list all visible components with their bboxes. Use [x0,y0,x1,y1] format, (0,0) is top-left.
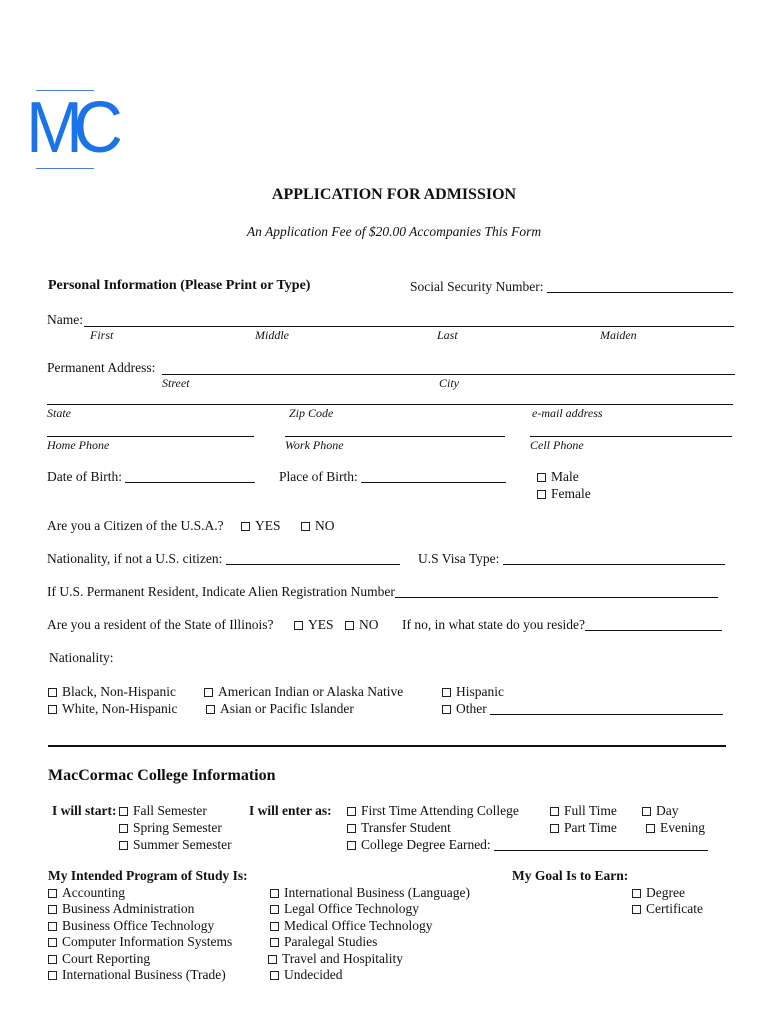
program-option[interactable]: Paralegal Studies [270,934,377,950]
nationality-blank[interactable] [226,552,400,565]
gender-male[interactable]: Male [537,469,579,485]
dob-label: Date of Birth: [47,469,122,484]
illinois-no[interactable]: NO [345,617,379,633]
start-option[interactable]: Summer Semester [119,837,232,853]
citizen-question: Are you a Citizen of the U.S.A.? [47,518,224,533]
zip-label: Zip Code [289,406,334,420]
illinois-yes[interactable]: YES [294,617,334,633]
enter-label: I will enter as: [249,803,332,818]
alien-question: If U.S. Permanent Resident, Indicate Alien Registration Number [47,584,395,599]
cell-phone-line[interactable] [530,436,732,437]
program-option[interactable]: Accounting [48,885,125,901]
nationality-field[interactable] [47,551,400,567]
goal-heading: My Goal Is to Earn: [512,868,629,883]
checkbox[interactable] [537,490,546,499]
nat-option-other[interactable]: Other [442,701,723,717]
checkbox[interactable] [442,688,451,697]
work-phone-label: Work Phone [285,438,344,452]
name-label: Name: [47,312,83,327]
pob-blank[interactable] [361,470,506,483]
checkbox[interactable] [550,824,559,833]
program-option[interactable]: Business Administration [48,901,194,917]
enter-option-degree[interactable]: College Degree Earned: [347,837,708,853]
program-option[interactable]: Medical Office Technology [270,918,433,934]
start-option[interactable]: Fall Semester [119,803,207,819]
name-maiden: Maiden [600,328,637,342]
alien-blank[interactable] [395,585,718,598]
start-option[interactable]: Spring Semester [119,820,222,836]
checkbox[interactable] [268,955,277,964]
time-option[interactable]: Full Time [550,803,617,819]
nat-option[interactable]: White, Non-Hispanic [48,701,177,717]
nat-option[interactable]: Asian or Pacific Islander [206,701,354,717]
checkbox[interactable] [301,522,310,531]
personal-heading: Personal Information (Please Print or Type) [48,278,311,293]
goal-option[interactable]: Degree [632,885,685,901]
goal-option[interactable]: Certificate [632,901,703,917]
address-line-2[interactable] [47,404,733,405]
college-heading: MacCormac College Information [48,767,276,784]
checkbox[interactable] [48,938,57,947]
checkbox[interactable] [550,807,559,816]
illinois-question: Are you a resident of the State of Illinois? [47,617,274,632]
page-subtitle: An Application Fee of $20.00 Accompanies This Form [246,224,542,239]
city-label: City [439,376,459,390]
section-divider [48,745,726,747]
dob-blank[interactable] [125,470,255,483]
checkbox[interactable] [270,905,279,914]
checkbox[interactable] [241,522,250,531]
nat-option[interactable]: Black, Non-Hispanic [48,684,176,700]
ssn-field[interactable] [410,279,733,295]
address-line[interactable] [162,374,735,375]
cell-phone-label: Cell Phone [530,438,584,452]
street-label: Street [162,376,190,390]
program-option[interactable]: International Business (Language) [270,885,470,901]
checkbox[interactable] [270,938,279,947]
checkbox[interactable] [347,824,356,833]
nationality-heading: Nationality: [49,650,114,665]
checkbox[interactable] [48,688,57,697]
checkbox[interactable] [48,889,57,898]
nationality-question: Nationality, if not a U.S. citizen: [47,551,223,566]
time-option[interactable]: Part Time [550,820,617,836]
checkbox[interactable] [270,971,279,980]
checkbox[interactable] [347,841,356,850]
checkbox[interactable] [48,905,57,914]
work-phone-line[interactable] [285,436,505,437]
email-label: e-mail address [532,406,603,420]
page-title: APPLICATION FOR ADMISSION [271,186,517,203]
degree-blank[interactable] [494,838,708,851]
nat-option[interactable]: Hispanic [442,684,504,700]
checkbox[interactable] [119,824,128,833]
ssn-blank[interactable] [547,280,733,293]
program-option[interactable]: International Business (Trade) [48,967,226,983]
start-label: I will start: [52,803,117,818]
program-option[interactable]: Travel and Hospitality [268,951,403,967]
program-heading: My Intended Program of Study Is: [48,868,248,883]
schedule-option[interactable]: Evening [646,820,705,836]
schedule-option[interactable]: Day [642,803,679,819]
visa-label: U.S Visa Type: [418,551,500,566]
nat-option[interactable]: American Indian or Alaska Native [204,684,403,700]
checkbox[interactable] [646,824,655,833]
program-option[interactable]: Undecided [270,967,342,983]
home-phone-label: Home Phone [47,438,110,452]
checkbox[interactable] [537,473,546,482]
program-option[interactable]: Legal Office Technology [270,901,419,917]
checkbox[interactable] [119,841,128,850]
checkbox[interactable] [48,971,57,980]
state-label: State [47,406,71,420]
checkbox[interactable] [347,807,356,816]
program-option[interactable]: Court Reporting [48,951,150,967]
visa-blank[interactable] [503,552,725,565]
checkbox[interactable] [48,955,57,964]
checkbox[interactable] [294,621,303,630]
program-option[interactable]: Computer Information Systems [48,934,232,950]
checkbox[interactable] [442,705,451,714]
checkbox[interactable] [632,889,641,898]
name-line[interactable] [84,326,734,327]
citizen-yes[interactable]: YES [241,518,281,534]
alien-field[interactable] [47,584,718,600]
checkbox[interactable] [270,922,279,931]
name-middle: Middle [255,328,289,342]
gender-female[interactable]: Female [537,486,591,502]
reside-question: If no, in what state do you reside? [402,617,585,632]
checkbox[interactable] [119,807,128,816]
dob-field[interactable] [47,469,255,485]
address-label: Permanent Address: [47,360,156,375]
enter-option[interactable]: First Time Attending College [347,803,519,819]
reside-blank[interactable] [585,618,722,631]
checkbox[interactable] [270,889,279,898]
name-first: First [90,328,114,342]
checkbox[interactable] [642,807,651,816]
logo-text: MC [26,88,114,168]
enter-option[interactable]: Transfer Student [347,820,451,836]
pob-field[interactable] [279,469,506,485]
pob-label: Place of Birth: [279,469,358,484]
name-last: Last [437,328,458,342]
citizen-no[interactable]: NO [301,518,335,534]
program-option[interactable]: Business Office Technology [48,918,214,934]
other-blank[interactable] [490,702,723,715]
checkbox[interactable] [48,705,57,714]
visa-field[interactable] [418,551,725,567]
checkbox[interactable] [632,905,641,914]
checkbox[interactable] [206,705,215,714]
home-phone-line[interactable] [47,436,254,437]
reside-field[interactable] [402,617,722,633]
checkbox[interactable] [204,688,213,697]
checkbox[interactable] [345,621,354,630]
checkbox[interactable] [48,922,57,931]
ssn-label: Social Security Number: [410,279,544,294]
